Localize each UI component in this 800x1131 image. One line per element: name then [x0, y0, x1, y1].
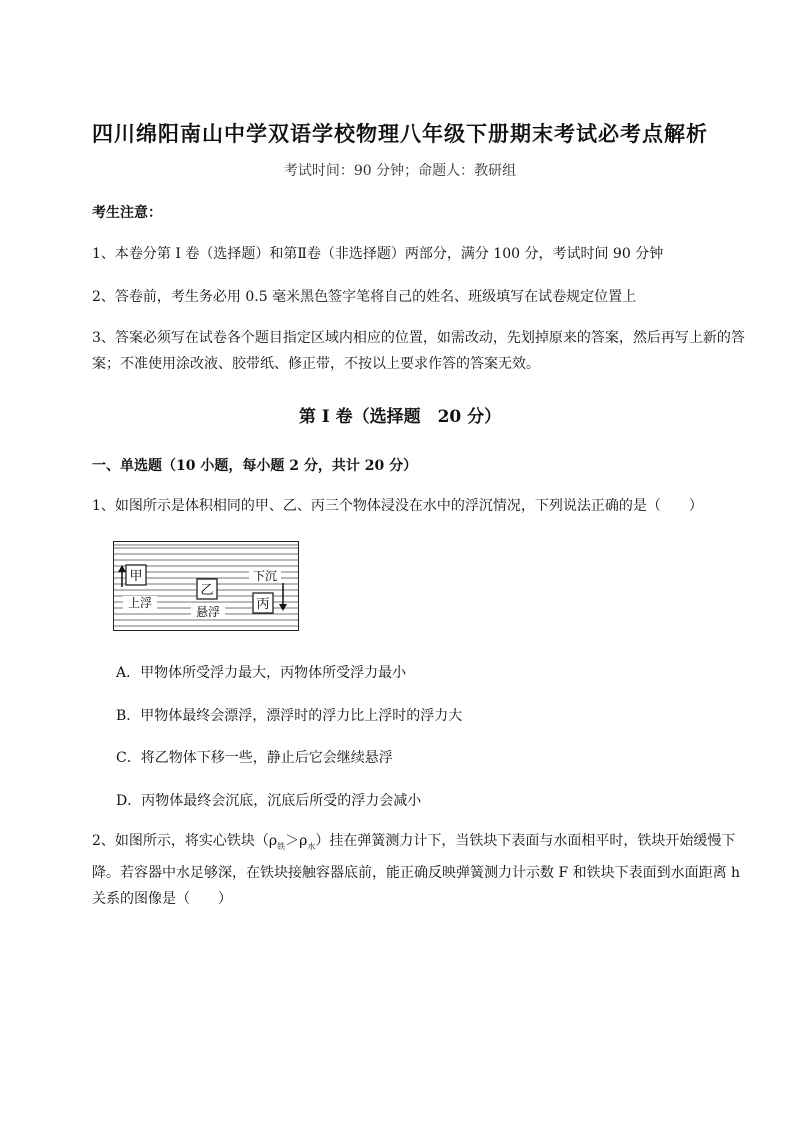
q2-sub-water: 水	[307, 841, 316, 851]
part-heading: 一、单选题（10 小题，每小题 2 分，共计 20 分）	[92, 458, 418, 474]
label-sink: 下沉	[252, 569, 278, 583]
label-suspend: 悬浮	[195, 605, 221, 619]
q2-text: ＞ρ	[285, 833, 308, 849]
buoyancy-figure	[113, 541, 299, 631]
notice-heading: 考生注意：	[92, 205, 162, 221]
option-a: A．甲物体所受浮力最大，丙物体所受浮力最小	[116, 665, 407, 681]
option-b: B．甲物体最终会漂浮，漂浮时的浮力比上浮时的浮力大	[116, 708, 463, 724]
q2-text: 2、如图所示，将实心铁块（ρ	[92, 833, 278, 849]
notice-item: 1、本卷分第 I 卷（选择题）和第Ⅱ卷（非选择题）两部分，满分 100 分，考试时间 90 分钟	[92, 246, 664, 262]
label-yi: 乙	[200, 583, 214, 598]
question-1-stem: 1、如图所示是体积相同的甲、乙、丙三个物体浸没在水中的浮沉情况，下列说法正确的是（ ）	[92, 498, 703, 514]
option-c: C．将乙物体下移一些，静止后它会继续悬浮	[116, 750, 393, 766]
label-up: 上浮	[127, 596, 153, 610]
label-bing: 丙	[256, 597, 270, 612]
page-title: 四川绵阳南山中学双语学校物理八年级下册期末考试必考点解析	[92, 121, 708, 146]
option-d: D．丙物体最终会沉底，沉底后所受的浮力会减小	[116, 793, 422, 809]
section-title: 第 I 卷（选择题 20 分）	[298, 407, 502, 427]
notice-item: 2、答卷前，考生务必用 0.5 毫米黑色签字笔将自己的姓名、班级填写在试卷规定位置上	[92, 289, 637, 305]
label-jia: 甲	[129, 569, 143, 584]
q2-text: ）挂在弹簧测力计下，当铁块下表面与水面相平时，铁块开始缓慢下降。若容器中水足够深，在铁块接触容器底前，能正确反映弹簧测力计示数 F 和铁块下表面到水面距离 h 关系的图像是（ ）	[92, 833, 741, 907]
question-2-stem	[92, 828, 752, 912]
exam-info: 考试时间：90 分钟；命题人：教研组	[283, 163, 517, 179]
q2-sub-iron: 铁	[277, 841, 286, 851]
notice-item: 3、答案必须写在试卷各个题目指定区域内相应的位置，如需改动，先划掉原来的答案，然后再写上新的答案；不准使用涂改液、胶带纸、修正带，不按以上要求作答的答案无效。	[92, 330, 745, 372]
